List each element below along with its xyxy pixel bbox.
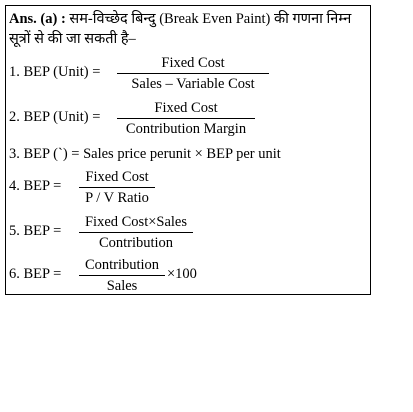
formula-1-fraction bbox=[117, 54, 269, 93]
answer-intro bbox=[9, 9, 371, 49]
formula-5-lhs: 5. BEP = bbox=[9, 223, 62, 239]
formula-5-fraction-bar bbox=[79, 232, 193, 233]
formula-1-numerator: Fixed Cost bbox=[161, 55, 225, 71]
formula-6-lhs: 6. BEP = bbox=[9, 266, 62, 282]
formula-6-denominator: Sales bbox=[106, 278, 138, 294]
formula-6-fraction bbox=[79, 256, 165, 295]
formula-1-lhs: 1. BEP (Unit) = bbox=[9, 64, 101, 80]
formula-5-fraction bbox=[79, 213, 193, 252]
formula-4-fraction-bar bbox=[79, 187, 155, 188]
formula-2 bbox=[9, 99, 369, 139]
answer-label: Ans. (a) : bbox=[9, 11, 66, 27]
formula-2-lhs: 2. BEP (Unit) = bbox=[9, 109, 101, 125]
intro-text: सम-विच्छेद बिन्दु (Break Even Paint) की गणना निम्न सूत्रों से की जा सकती है– bbox=[9, 11, 352, 47]
formula-1 bbox=[9, 54, 369, 94]
formula-4-lhs: 4. BEP = bbox=[9, 178, 62, 194]
formula-2-fraction-bar bbox=[117, 118, 255, 119]
formula-2-denominator: Contribution Margin bbox=[125, 121, 247, 137]
formula-5 bbox=[9, 213, 369, 253]
formula-5-numerator: Fixed Cost×Sales bbox=[84, 214, 188, 230]
formula-6-numerator: Contribution bbox=[84, 257, 160, 273]
formula-4-denominator: P / V Ratio bbox=[85, 190, 149, 206]
formula-2-fraction bbox=[117, 99, 255, 138]
formula-1-fraction-bar bbox=[117, 73, 269, 74]
formula-5-denominator: Contribution bbox=[98, 235, 174, 251]
formula-1-denominator: Sales – Variable Cost bbox=[131, 76, 255, 92]
formula-4-fraction bbox=[79, 168, 155, 207]
formula-4-numerator: Fixed Cost bbox=[85, 169, 149, 185]
formula-4 bbox=[9, 168, 369, 208]
formula-6 bbox=[9, 256, 369, 296]
formula-6-fraction-bar bbox=[79, 275, 165, 276]
formula-6-suffix: ×100 bbox=[167, 266, 197, 282]
formula-2-numerator: Fixed Cost bbox=[154, 100, 218, 116]
formula-3-text: 3. BEP (`) = Sales price perunit × BEP per unit bbox=[9, 146, 281, 162]
formula-3 bbox=[9, 146, 281, 163]
answer-box bbox=[5, 5, 371, 295]
